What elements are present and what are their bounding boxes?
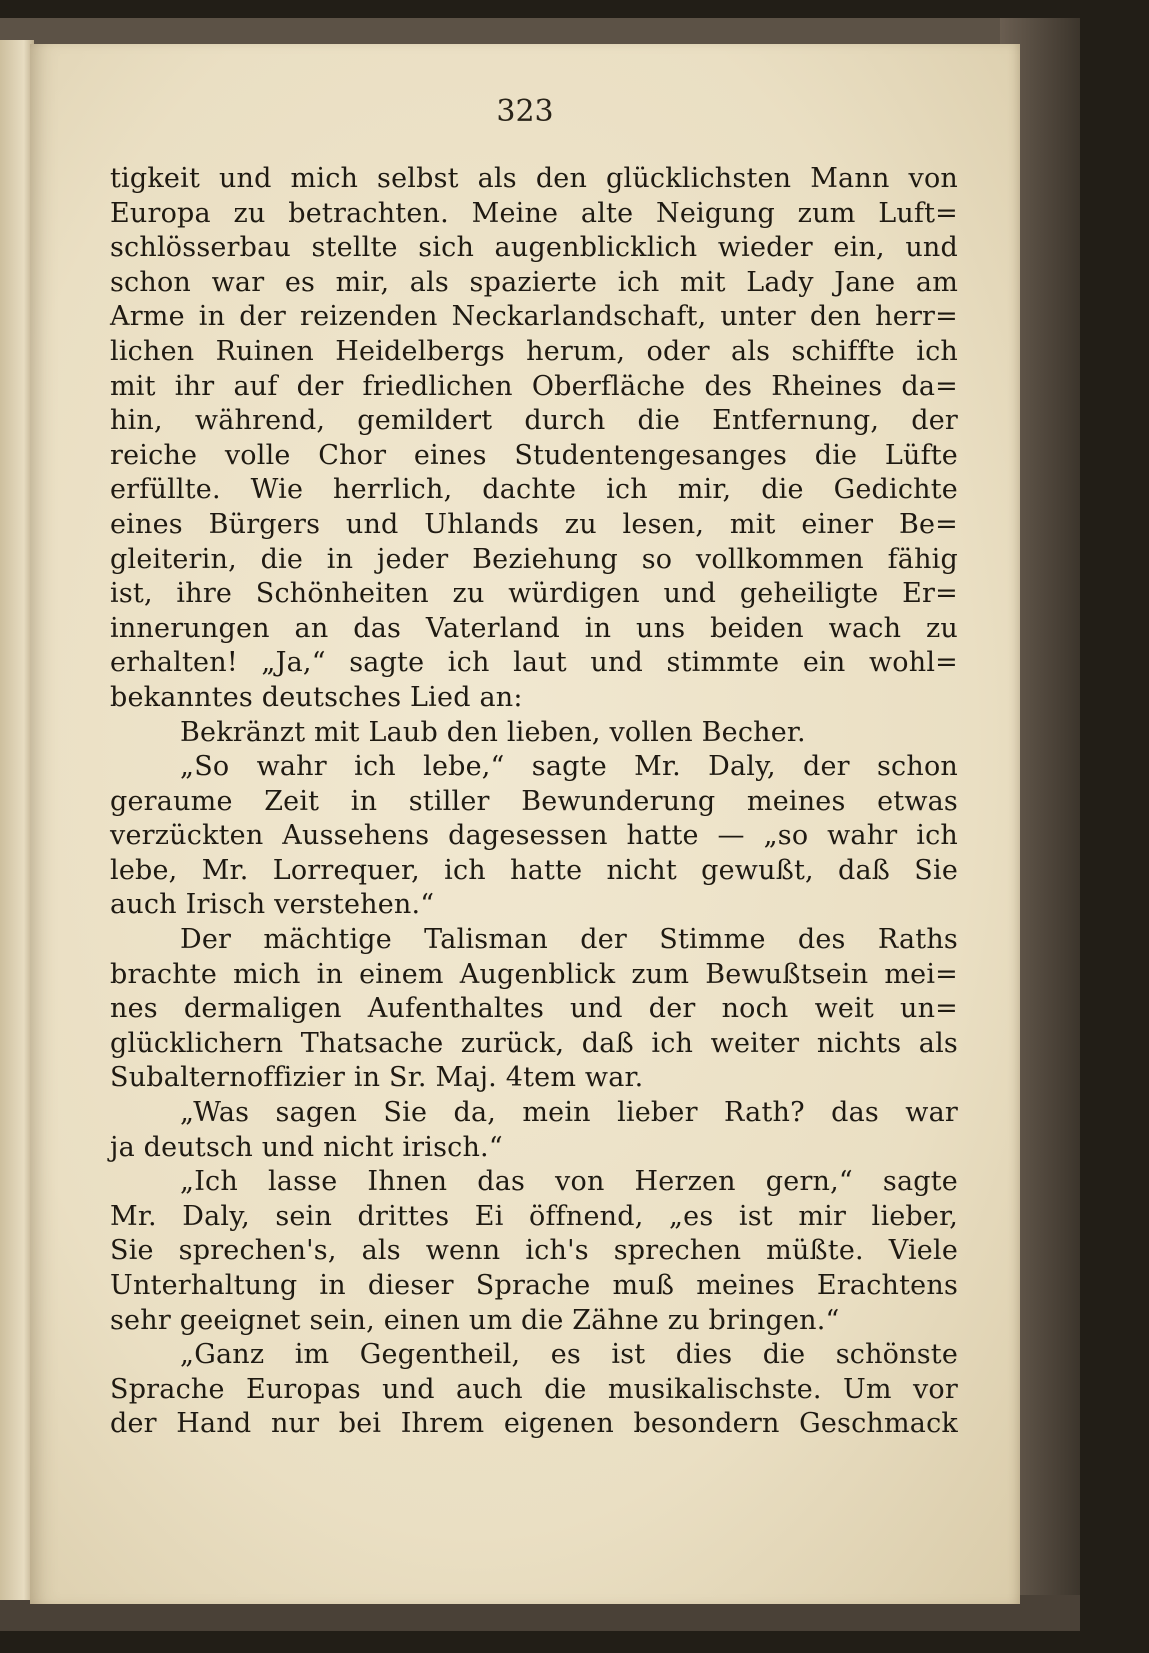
text-line: ja deutsch und nicht irisch.“ (110, 1131, 503, 1163)
text-line: schon war es mir, als spazierte ich mit Lady Jane am (110, 266, 958, 298)
text-line: Sprache Europas und auch die musikalischste. Um vor (110, 1373, 958, 1405)
text-line: nes dermaligen Aufenthaltes und der noch weit un= (110, 993, 958, 1025)
text-line: lebe, Mr. Lorrequer, ich hatte nicht gewußt, daß Sie (110, 854, 958, 886)
text-line: schlösserbau stellte sich augenblicklich wieder ein, und (110, 232, 958, 264)
text-line: verzückten Aussehens dagesessen hatte — „so wahr ich (110, 820, 958, 852)
text-line: hin, während, gemildert durch die Entfernung, der (110, 405, 958, 437)
previous-page-edge (0, 40, 34, 1600)
text-line: bekanntes deutsches Lied an: (110, 681, 523, 713)
text-line: auch Irisch verstehen.“ (110, 889, 435, 921)
text-line: Europa zu betrachten. Meine alte Neigung zum Luft= (110, 197, 958, 229)
text-line: reiche volle Chor eines Studentengesanges die Lüfte (110, 439, 958, 471)
text-line: Unterhaltung in dieser Sprache muß meines Erachtens (110, 1270, 958, 1301)
text-line: der Hand nur bei Ihrem eigenen besondern Geschmack (110, 1408, 958, 1440)
text-line: mit ihr auf der friedlichen Oberfläche des Rheines da= (110, 370, 958, 402)
text-line: erhalten! „Ja,“ sagte ich laut und stimmte ein wohl= (110, 647, 958, 679)
text-line: ist, ihre Schönheiten zu würdigen und geheiligte Er= (110, 578, 958, 610)
text-line: tigkeit und mich selbst als den glücklichsten Mann von (110, 163, 958, 194)
text-line: glücklichern Thatsache zurück, daß ich weiter nichts als (110, 1027, 958, 1059)
book-page (30, 44, 1020, 1604)
text-line: Arme in der reizenden Neckarlandschaft, unter den herr= (110, 301, 958, 333)
text-line: gleiterin, die in jeder Beziehung so vollkommen fähig (110, 543, 958, 575)
text-line: Subalternoffizier in Sr. Maj. 4tem war. (110, 1062, 644, 1094)
text-line: sehr geeignet sein, einen um die Zähne zu bringen.“ (110, 1304, 840, 1336)
text-line: eines Bürgers und Uhlands zu lesen, mit einer Be= (110, 508, 958, 540)
text-line: innerungen an das Vaterland in uns beiden wach zu (110, 612, 958, 644)
text-line: Sie sprechen's, als wenn ich's sprechen müßte. Viele (110, 1235, 958, 1267)
text-line: geraume Zeit in stiller Bewunderung meines etwas (110, 785, 958, 817)
text-line: „Ganz im Gegentheil, es ist dies die schönste (180, 1339, 958, 1371)
song-line: Bekränzt mit Laub den lieben, vollen Becher. (180, 716, 806, 748)
text-line: Mr. Daly, sein drittes Ei öffnend, „es ist mir lieber, (110, 1200, 958, 1232)
page-text (110, 162, 958, 1442)
text-line: lichen Ruinen Heidelbergs herum, oder als schiffte ich (110, 335, 958, 367)
text-line: „So wahr ich lebe,“ sagte Mr. Daly, der schon (180, 751, 958, 783)
page-number: 323 (496, 94, 554, 129)
text-line: brachte mich in einem Augenblick zum Bewußtsein mei= (110, 958, 958, 990)
text-line: erfüllte. Wie herrlich, dachte ich mir, die Gedichte (110, 474, 958, 506)
text-line: „Ich lasse Ihnen das von Herzen gern,“ sagte (180, 1166, 958, 1198)
text-line: Der mächtige Talisman der Stimme des Raths (180, 924, 958, 956)
text-line: „Was sagen Sie da, mein lieber Rath? das war (180, 1097, 958, 1129)
